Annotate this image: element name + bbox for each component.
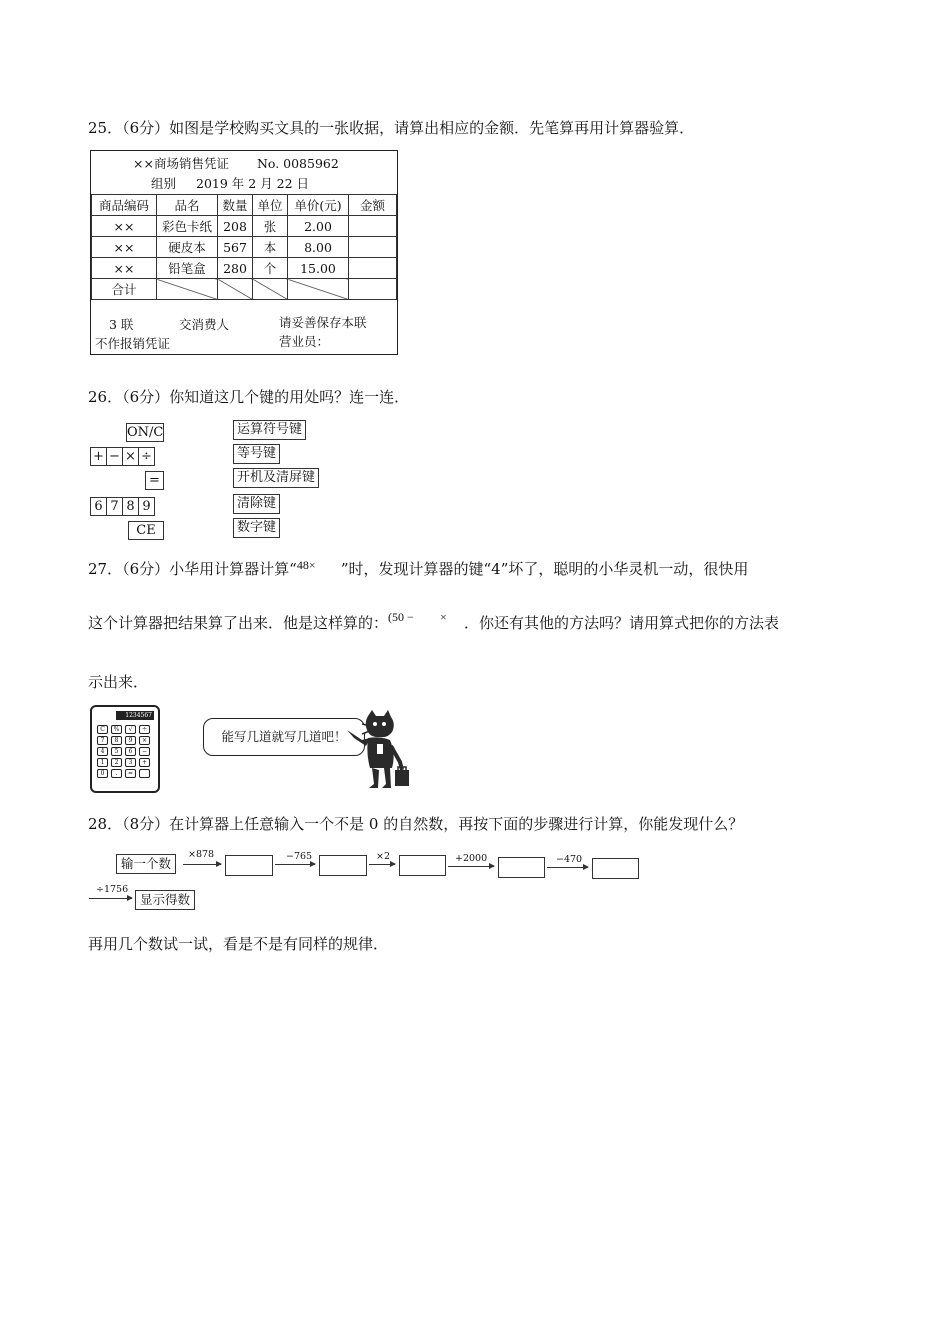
question-27-line2 <box>88 610 780 634</box>
label-clear-key: 清除键 <box>233 494 280 514</box>
calc-key: = <box>125 769 136 778</box>
table-row <box>92 216 397 237</box>
flow-op-3: ×2 <box>376 851 391 862</box>
calc-key: 2 <box>111 758 122 767</box>
flow-answer-box-3[interactable] <box>399 855 446 876</box>
table-row <box>92 258 397 279</box>
calc-key: 4 <box>97 747 108 756</box>
question-28-followup: 再用几个数试一试，看是不是有同样的规律． <box>88 935 389 953</box>
question-27-line1 <box>88 559 748 580</box>
calc-key: 9 <box>125 736 136 745</box>
col-code: 商品编码 <box>92 195 157 216</box>
calc-key: + <box>139 758 150 767</box>
receipt-title: ××商场销售凭证 <box>133 156 229 171</box>
q27-text-b: ”时，发现计算器的键“4”坏了，聪明的小华灵机一动，很快用 <box>340 560 749 578</box>
calc-key: . <box>111 769 122 778</box>
cat-character-illustration <box>344 710 414 790</box>
flow-arrow-1 <box>183 864 221 865</box>
calc-key: 1 <box>97 758 108 767</box>
key-operators <box>90 447 155 466</box>
flow-op-6: ÷1756 <box>96 884 129 895</box>
key-digits <box>90 497 155 516</box>
cell-unit: 个 <box>253 258 288 279</box>
cell-qty: 280 <box>218 258 253 279</box>
label-digit-keys: 数字键 <box>233 518 280 538</box>
receipt-date: 2019 年 2 月 22 日 <box>196 176 310 191</box>
receipt-subheader <box>151 174 309 192</box>
q27-line2-text-b: ．你还有其他的方法吗？请用算式把你的方法表 <box>464 614 780 632</box>
footer-not-reimbursable: 不作报销凭证 <box>95 336 171 351</box>
key-times: × <box>123 448 139 465</box>
key-divide: ÷ <box>141 449 152 464</box>
q27-method-expression-a: (50 − <box>388 610 414 624</box>
flow-start-box: 输一个数 <box>116 854 176 874</box>
q27-line2-text-a: 这个计算器把结果算了出来．他是这样算的： <box>88 614 389 632</box>
slash-cell <box>288 279 349 300</box>
calc-key: 3 <box>125 758 136 767</box>
receipt-table <box>91 194 397 300</box>
label-operator-keys: 运算符号键 <box>233 420 306 440</box>
col-name: 品名 <box>157 195 218 216</box>
footer-keep: 请妥善保存本联 <box>279 315 367 330</box>
key-6: 6 <box>91 498 107 515</box>
receipt-number: No. 0085962 <box>256 156 339 171</box>
total-label: 合计 <box>92 279 157 300</box>
flow-arrow-3 <box>369 864 395 865</box>
calc-key: 5 <box>111 747 122 756</box>
col-qty: 数量 <box>218 195 253 216</box>
key-ce: CE <box>128 521 164 540</box>
label-equals-key: 等号键 <box>233 444 280 464</box>
key-onc: ON/C <box>127 425 164 440</box>
cell-code: ×× <box>92 258 157 279</box>
cell-price: 15.00 <box>288 258 349 279</box>
total-amount[interactable] <box>349 279 397 300</box>
cell-unit: 张 <box>253 216 288 237</box>
calculator-illustration <box>90 705 160 793</box>
calc-key: 8 <box>111 736 122 745</box>
calc-key: − <box>139 747 150 756</box>
flow-answer-box-2[interactable] <box>319 855 367 876</box>
key-equals: = <box>145 471 164 490</box>
calc-key: % <box>111 725 122 734</box>
cell-unit: 本 <box>253 237 288 258</box>
flow-answer-box-4[interactable] <box>498 857 545 878</box>
slash-cell <box>157 279 218 300</box>
footer-clerk: 营业员： <box>279 334 330 349</box>
footer-to-customer: 交消费人 <box>179 317 230 332</box>
question-26-text: 26．（6分）你知道这几个键的用处吗？连一连． <box>88 388 410 406</box>
calc-key: 0 <box>97 769 108 778</box>
calc-key: √ <box>125 725 136 734</box>
cell-qty: 567 <box>218 237 253 258</box>
cell-name: 彩色卡纸 <box>157 216 218 237</box>
table-row <box>92 237 397 258</box>
key-8: 8 <box>123 498 139 515</box>
calculator-keypad <box>97 725 150 778</box>
cell-amount[interactable] <box>349 216 397 237</box>
cell-name: 铅笔盒 <box>157 258 218 279</box>
col-amount: 金额 <box>349 195 397 216</box>
cell-amount[interactable] <box>349 258 397 279</box>
calc-key <box>139 769 150 778</box>
col-unit: 单位 <box>253 195 288 216</box>
key-minus: − <box>107 448 123 465</box>
receipt-group: 组别 <box>151 176 177 191</box>
slash-cell <box>253 279 288 300</box>
receipt-header-row <box>92 195 397 216</box>
speech-bubble: 能写几道就写几道吧！ <box>203 718 365 756</box>
question-25-text: 25．（6分）如图是学校购买文具的一张收据，请算出相应的金额．先笔算再用计算器验算． <box>88 119 695 137</box>
key-9: 9 <box>142 499 151 514</box>
key-plus: + <box>91 448 107 465</box>
cell-code: ×× <box>92 216 157 237</box>
calc-key: 6 <box>125 747 136 756</box>
question-27-line3: 示出来． <box>88 673 149 691</box>
cell-price: 2.00 <box>288 216 349 237</box>
calc-key: ÷ <box>139 725 150 734</box>
cell-qty: 208 <box>218 216 253 237</box>
flow-op-4: +2000 <box>455 853 488 864</box>
q27-text-a: 27．（6分）小华用计算器计算“ <box>88 560 297 578</box>
flow-end-box: 显示得数 <box>135 890 195 910</box>
footer-copies: 3 联 <box>109 317 134 332</box>
col-price: 单价(元) <box>288 195 349 216</box>
q27-expression: 48× <box>296 558 316 572</box>
calc-key: 7 <box>97 736 108 745</box>
cell-amount[interactable] <box>349 237 397 258</box>
flow-answer-box-5[interactable] <box>592 858 639 879</box>
flow-arrow-6 <box>89 898 132 899</box>
flow-op-2: −765 <box>286 851 313 862</box>
receipt-header <box>133 154 339 172</box>
flow-op-5: −470 <box>556 854 583 865</box>
calculator-display: 1234567 <box>116 711 154 720</box>
q27-method-expression-b: × <box>440 610 447 624</box>
receipt <box>90 150 398 355</box>
flow-op-1: ×878 <box>188 849 215 860</box>
total-row <box>92 279 397 300</box>
label-power-clear-key: 开机及清屏键 <box>233 468 319 488</box>
question-28-text: 28．（8分）在计算器上任意输入一个不是 0 的自然数，再按下面的步骤进行计算，你能发现什么？ <box>88 815 744 833</box>
cell-name: 硬皮本 <box>157 237 218 258</box>
flow-arrow-4 <box>448 866 494 867</box>
key-7: 7 <box>107 498 123 515</box>
calc-key: × <box>139 736 150 745</box>
slash-cell <box>218 279 253 300</box>
flow-arrow-5 <box>547 867 588 868</box>
calc-key: C <box>97 725 108 734</box>
flow-arrow-2 <box>275 864 315 865</box>
flow-answer-box-1[interactable] <box>225 855 273 876</box>
cell-code: ×× <box>92 237 157 258</box>
cell-price: 8.00 <box>288 237 349 258</box>
